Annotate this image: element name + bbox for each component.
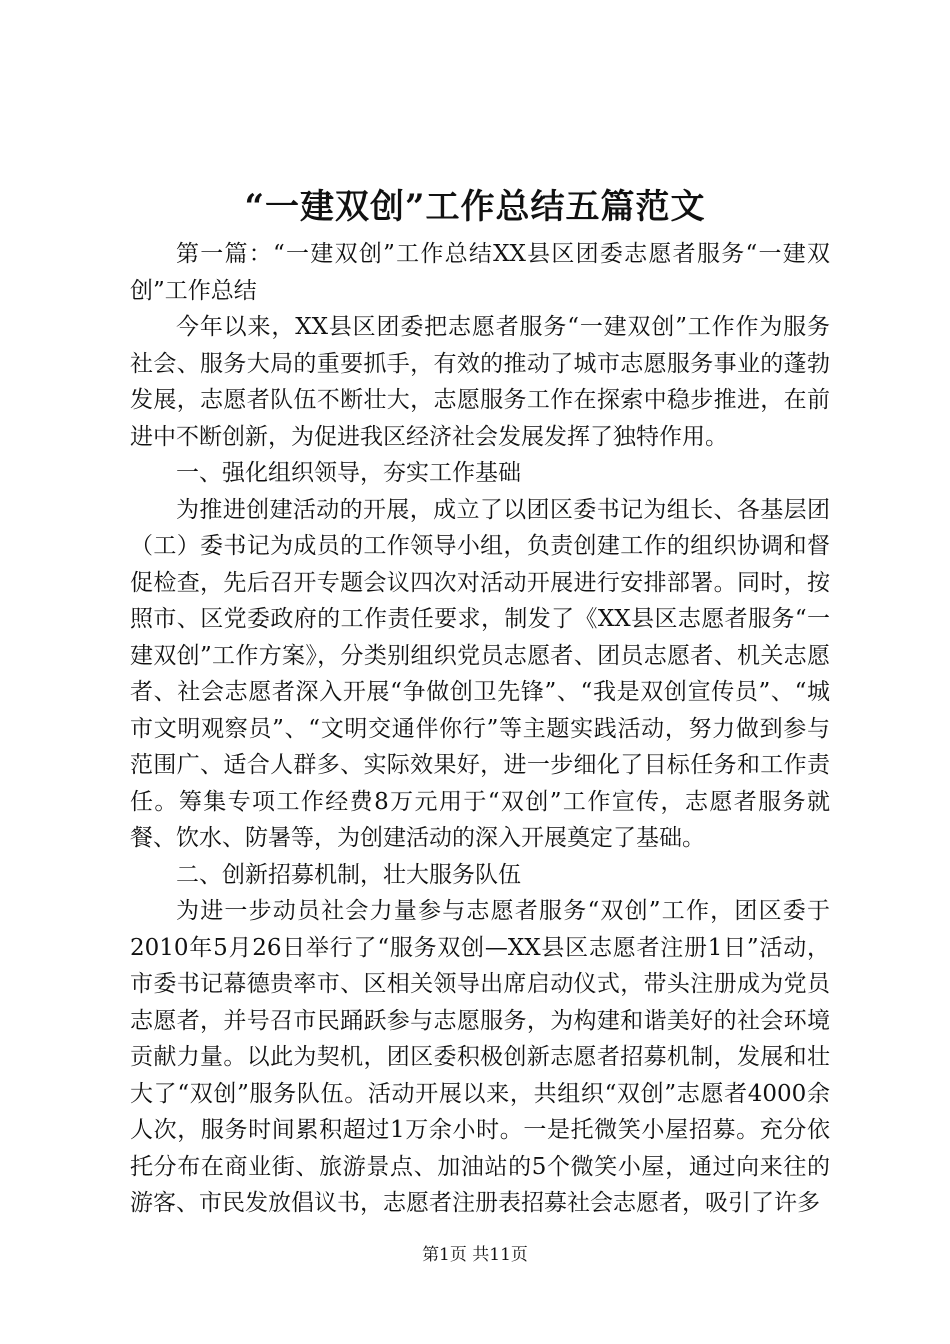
page-number-footer: 第1页 共11页 <box>422 1245 528 1265</box>
document-title: “一建双创”工作总结五篇范文 <box>244 187 706 227</box>
paragraph-section-2: 为进一步动员社会力量参与志愿者服务“双创”工作，团区委于2010年5月26日举行了“服务双创—XX县区志愿者注册1日”活动，市委书记幕德贵率市、区相关领导出席启动仪式，带头注册成为党员志愿者，并号召市民踊跃参与志愿服务，为构建和谐美好的社会环境贡献力量。以此为契机，团区委积极创新志愿者招募机制，发展和壮大了“双创”服务队伍。活动开展以来，共组织“双创”志愿者4000余人次，服务时间累积超过1万余小时。一是托微笑小屋招募。充分依托分布在商业街、旅游景点、加油站的5个微笑小屋，通过向来往的游客、市民发放倡议书，志愿者注册表招募社会志愿者，吸引了许多 <box>130 898 830 1216</box>
section-heading-1: 一、强化组织领导，夯实工作基础 <box>176 460 521 486</box>
paragraph-intro: 今年以来，XX县区团委把志愿者服务“一建双创”工作作为服务社会、服务大局的重要抓手，有效的推动了城市志愿服务事业的蓬勃发展，志愿者队伍不断壮大，志愿服务工作在探索中稳步推进，在前进中不断创新，为促进我区经济社会发展发挥了独特作用。 <box>130 314 830 450</box>
document-body <box>130 236 830 1222</box>
section-heading-2: 二、创新招募机制，壮大服务队伍 <box>176 861 521 888</box>
paragraph-heading-first-article: 第一篇：“一建双创”工作总结XX县区团委志愿者服务“一建双创”工作总结 <box>130 241 830 304</box>
paragraph-section-1: 为推进创建活动的开展，成立了以团区委书记为组长、各基层团（工）委书记为成员的工作领导小组，负责创建工作的组织协调和督促检查，先后召开专题会议四次对活动开展进行安排部署。同时，按照市、区党委政府的工作责任要求，制发了《XX县区志愿者服务“一建双创”工作方案》，分类别组织党员志愿者、团员志愿者、机关志愿者、社会志愿者深入开展“争做创卫先锋”、“我是双创宣传员”、“城市文明观察员”、“文明交通伴你行”等主题实践活动，努力做到参与范围广、适合人群多、实际效果好，进一步细化了目标任务和工作责任。筹集专项工作经费8万元用于“双创”工作宣传，志愿者服务就餐、饮水、防暑等，为创建活动的深入开展奠定了基础。 <box>130 496 830 851</box>
